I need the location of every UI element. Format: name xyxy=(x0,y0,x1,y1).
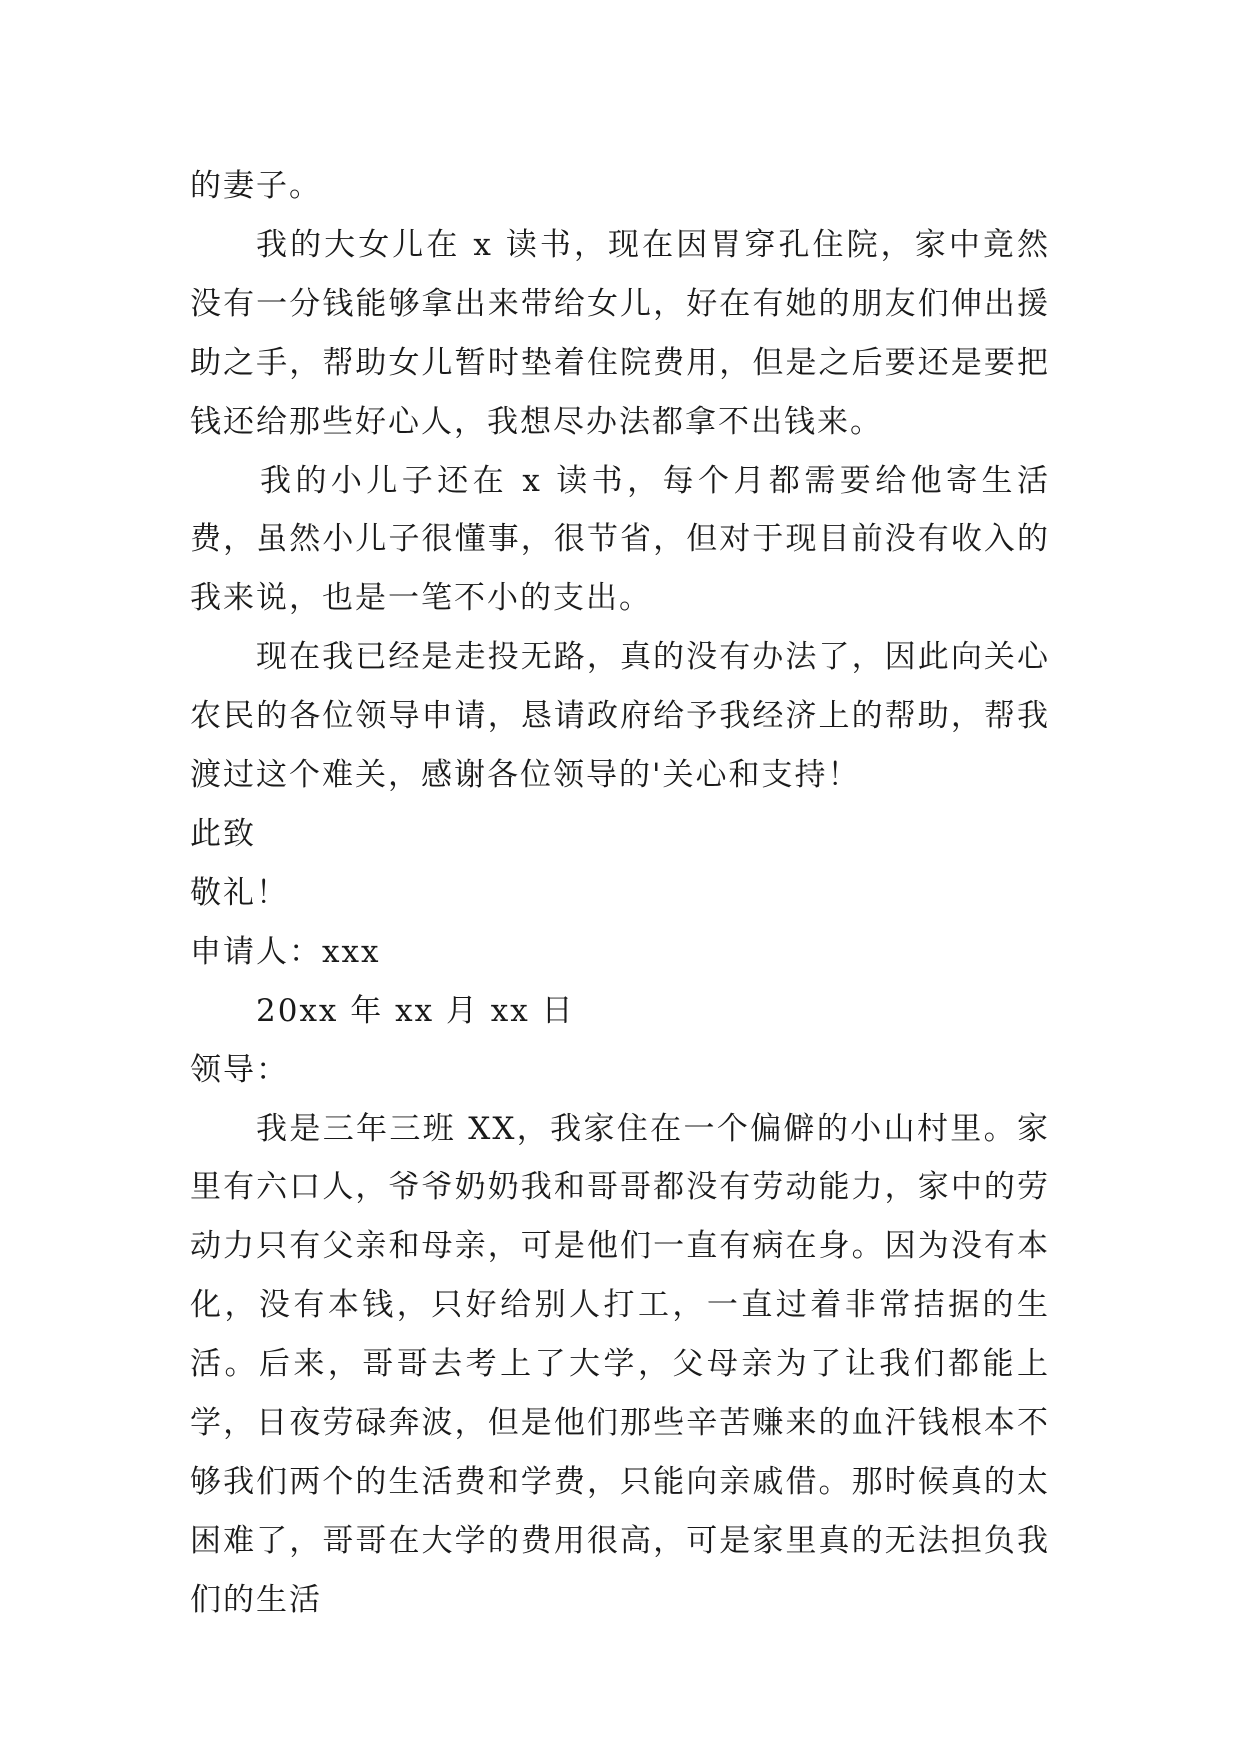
continuation-line: 的妻子。 xyxy=(190,168,322,204)
applicant-signature: 申请人：xxx xyxy=(190,933,381,970)
closing-regards: 敬礼！ xyxy=(190,874,289,911)
paragraph-daughter: 我的大女儿在 x 读书，现在因胃穿孔住院，家中竟然没有一分钱能够拿出来带给女儿，好在有她的朋友们伸出援助之手，帮助女儿暂时垫着住院费用，但是之后要还是要把钱还给那些好心人，我想尽办法都拿不出钱来。 xyxy=(190,226,1050,440)
paragraph-request: 现在我已经是走投无路，真的没有办法了，因此向关心农民的各位领导申请，恳请政府给予我经济上的帮助，帮我渡过这个难关，感谢各位领导的'关心和支持！ xyxy=(190,639,1050,794)
closing-salutation: 此致 xyxy=(190,815,256,852)
second-letter-salutation: 领导： xyxy=(190,1051,289,1088)
document-body xyxy=(190,157,1050,1630)
paragraph-son: 我的小儿子还在 x 读书，每个月都需要给他寄生活费，虽然小儿子很懂事，很节省，但对于现目前没有收入的我来说，也是一笔不小的支出。 xyxy=(190,462,1050,617)
paragraph-second-letter: 我是三年三班 XX，我家住在一个偏僻的小山村里。家里有六口人，爷爷奶奶我和哥哥都没有劳动能力，家中的劳动力只有父亲和母亲，可是他们一直有病在身。因为没有本化，没有本钱，只好给别人打工，一直过着非常拮据的生活。后来，哥哥去考上了大学，父母亲为了让我们都能上学，日夜劳碌奔波，但是他们那些辛苦赚来的血汗钱根本不够我们两个的生活费和学费，只能向亲戚借。那时候真的太困难了，哥哥在大学的费用很高，可是家里真的无法担负我们的生活 xyxy=(190,1110,1050,1618)
letter-date: 20xx 年 xx 月 xx 日 xyxy=(256,992,575,1029)
